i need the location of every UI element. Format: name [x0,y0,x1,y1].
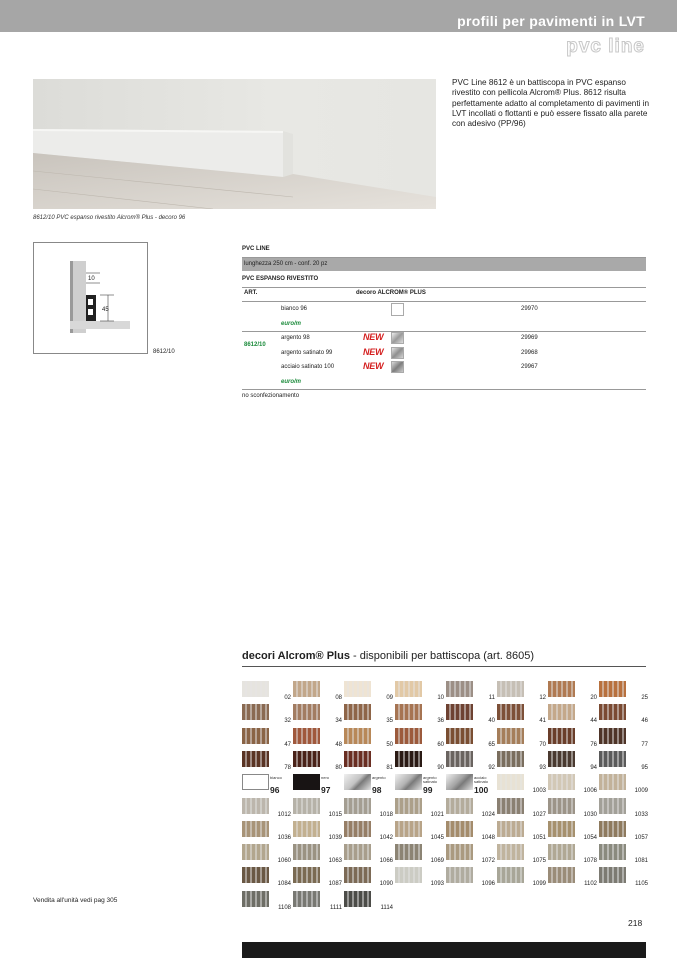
decor-chip [446,774,473,790]
decor-code: 46 [641,718,648,725]
table-subtitle: PVC ESPANSO RIVESTITO [242,276,319,282]
decor-swatch-20 [548,681,599,701]
decor-chip [446,867,473,883]
decor-chip [242,774,269,790]
decor-swatch-93 [497,751,548,771]
decor-swatch-65 [446,728,497,748]
new-badge: NEW [363,347,384,357]
new-badge: NEW [363,361,384,371]
decor-code: 1069 [430,858,444,865]
dim-height: 45 [102,307,109,313]
decor-grid [242,681,648,911]
decor-code: 11 [488,695,495,701]
decor-chip [242,681,269,697]
decor-swatch-1039 [293,821,344,841]
decor-chip [344,798,371,814]
decor-chip [242,728,269,744]
decor-chip [497,751,524,767]
decor-swatch-25 [599,681,650,701]
decor-swatch-81 [344,751,395,771]
decor-chip [548,867,575,883]
decor-code: 92 [488,764,495,771]
decor-code: 1039 [328,834,342,841]
decor-swatch-08 [293,681,344,701]
decor-name: argento 98 [281,335,310,341]
decor-chip [344,728,371,744]
decor-swatch-36 [395,704,446,724]
decor-swatch-1024 [446,798,497,818]
decor-swatch-41 [497,704,548,724]
decor-code: 10 [437,695,444,701]
decor-code: 29967 [521,364,538,370]
decor-swatch-11 [446,681,497,701]
decor-chip [395,821,422,837]
decor-code: 1030 [583,811,597,818]
decor-code: 34 [335,718,342,725]
decor-chip [242,867,269,883]
decor-chip [293,844,320,860]
decor-chip [548,681,575,697]
decor-code: 95 [641,764,648,771]
section-title: profili per pavimenti in LVT [457,13,645,29]
decor-chip [497,798,524,814]
decor-code: 1057 [634,834,648,841]
decor-code: 1021 [430,811,444,818]
decor-swatch-1093 [395,867,446,887]
decor-code: 1072 [481,858,495,865]
decor-chip [497,728,524,744]
decor-code: 29970 [521,306,538,312]
decor-code: 20 [590,695,597,701]
decor-chip [293,821,320,837]
decor-code: 47 [284,741,291,748]
decor-swatch-1006 [548,774,599,794]
decor-code: 1093 [430,881,444,888]
decor-swatch-1069 [395,844,446,864]
profile-drawing [34,243,147,353]
product-photo [33,79,436,209]
decor-swatch-48 [293,728,344,748]
decor-chip [395,844,422,860]
decor-code: 78 [284,764,291,771]
decor-code: 97 [321,785,331,796]
decor-chip [395,867,422,883]
decor-code: 1099 [532,881,546,888]
decor-code: 90 [437,764,444,771]
decor-swatch-1027 [497,798,548,818]
decor-label: argento [372,775,386,781]
decor-swatch-35 [344,704,395,724]
decor-swatch-34 [293,704,344,724]
decor-swatch-1114 [344,891,395,911]
decor-swatch-1081 [599,844,650,864]
decor-title-rest: - disponibili per battiscopa (art. 8605) [349,650,534,662]
decor-swatch-100 [446,774,497,794]
decor-chip [344,751,371,767]
decor-code: 1015 [328,811,342,818]
decor-chip [599,844,626,860]
dim-top: 10 [88,276,95,282]
decor-swatch-1111 [293,891,344,911]
decor-chip [599,728,626,744]
decor-code: 80 [335,764,342,771]
decor-chip [242,891,269,907]
col-art: ART. [244,290,258,296]
decor-code: 1105 [635,881,648,888]
decor-swatch-95 [599,751,650,771]
decor-chip [446,681,473,697]
divider [242,389,646,390]
decor-code: 1009 [634,788,648,795]
length-row [242,258,646,271]
decor-chip [395,728,422,744]
decor-chip [344,844,371,860]
decor-swatch-1009 [599,774,650,794]
decor-code: 70 [539,741,546,748]
decor-swatch-1075 [497,844,548,864]
decor-swatch-40 [446,704,497,724]
decor-swatch-1057 [599,821,650,841]
decor-code: 1048 [481,834,495,841]
decor-code: 1108 [278,904,291,911]
decor-code: 1033 [634,811,648,818]
decor-code: 81 [386,764,393,771]
decor-chip [548,821,575,837]
decor-code: 1012 [277,811,291,818]
decor-code: 02 [284,695,291,701]
decor-swatch-76 [548,728,599,748]
decor-code: 1111 [329,904,342,911]
decor-code: 48 [335,741,342,748]
decor-chip [446,728,473,744]
decor-swatch-1042 [344,821,395,841]
decor-swatch-1060 [242,844,293,864]
decor-chip [599,704,626,720]
decor-chip [293,867,320,883]
decor-swatch-77 [599,728,650,748]
decor-code: 1114 [380,904,393,911]
decor-divider [242,666,646,667]
decor-code: 12 [539,695,546,701]
decor-code: 41 [539,718,546,725]
decor-swatch-1063 [293,844,344,864]
decor-code: 36 [437,718,444,725]
decor-code: 1075 [532,858,546,865]
decor-label: nero [321,775,330,781]
decor-swatch-1051 [497,821,548,841]
decor-chip [293,704,320,720]
decor-chip [497,821,524,837]
decor-swatch-1003 [497,774,548,794]
product-photo-illustration [33,79,436,209]
decor-chip [497,867,524,883]
diagram-art-code: 8612/10 [153,349,175,355]
decor-swatch [391,332,404,344]
decor-swatch-1018 [344,798,395,818]
decor-code: 44 [590,718,597,725]
header-bar [0,0,677,32]
decor-swatch-1087 [293,867,344,887]
length-text: lunghezza 250 cm - conf. 20 pz [244,261,328,267]
decor-chip [395,681,422,697]
decor-label: acciaio satinato [474,775,489,785]
decor-swatch-1036 [242,821,293,841]
decor-code: 25 [641,695,648,701]
decor-code: 1066 [379,858,393,865]
decor-swatch-1045 [395,821,446,841]
decor-swatch [391,303,404,316]
col-decor: decoro ALCROM® PLUS [356,290,426,296]
decor-swatch-1084 [242,867,293,887]
decor-swatch-94 [548,751,599,771]
decor-code: 60 [437,741,444,748]
decor-code: 96 [270,785,280,796]
decor-swatch-12 [497,681,548,701]
decor-title [242,650,534,662]
decor-chip [293,751,320,767]
decor-code: 98 [372,785,382,796]
price-unit-label: euro/m [281,321,302,327]
decor-code: 1087 [328,881,342,888]
decor-chip [599,798,626,814]
decor-swatch-1012 [242,798,293,818]
decor-code: 93 [539,764,546,771]
decor-swatch-97 [293,774,344,794]
decor-code: 65 [488,741,495,748]
decor-code: 1045 [430,834,444,841]
decor-swatch-1105 [599,867,650,887]
decor-code: 29969 [521,335,538,341]
footer-note: Vendita all'unità vedi pag 305 [33,897,118,904]
decor-chip [242,798,269,814]
decor-chip [293,798,320,814]
decor-swatch-1054 [548,821,599,841]
decor-swatch-70 [497,728,548,748]
decor-code: 1084 [277,881,291,888]
decor-code: 1018 [379,811,393,818]
decor-swatch-1102 [548,867,599,887]
decor-swatch-09 [344,681,395,701]
decor-swatch-1033 [599,798,650,818]
decor-chip [395,751,422,767]
decor-chip [293,681,320,697]
decor-chip [599,774,626,790]
decor-chip [344,867,371,883]
decor-code: 76 [590,741,597,748]
decor-swatch-1090 [344,867,395,887]
decor-code: 1036 [277,834,291,841]
decor-chip [548,798,575,814]
decor-swatch-1078 [548,844,599,864]
decor-chip [548,774,575,790]
decor-swatch-1015 [293,798,344,818]
decor-swatch-99 [395,774,446,794]
decor-swatch-1048 [446,821,497,841]
decor-swatch [391,361,404,373]
decor-code: 1102 [584,881,597,888]
divider [242,301,646,302]
decor-chip [497,844,524,860]
decor-swatch-10 [395,681,446,701]
decor-name: acciaio satinato 100 [281,364,335,370]
decor-chip [395,704,422,720]
decor-chip [599,751,626,767]
profile-diagram [33,242,148,354]
decor-chip [599,867,626,883]
divider [242,331,646,332]
decor-code: 09 [386,695,393,701]
divider [242,287,646,288]
decor-chip [446,821,473,837]
decor-swatch-98 [344,774,395,794]
decor-code: 1063 [328,858,342,865]
decor-code: 100 [474,785,489,796]
product-description: PVC Line 8612 è un battiscopa in PVC espanso rivestito con pellicola Alcrom® Plus. 8612 risulta perfettamente adatto al completamento di pavimenti in LVT incollati o flottanti e può essere fissato alla parete con adesivo (PP/96) [452,78,650,129]
decor-swatch-1021 [395,798,446,818]
decor-swatch-96 [242,774,293,794]
decor-chip [446,751,473,767]
decor-code: 29968 [521,350,538,356]
decor-chip [548,751,575,767]
decor-code: 1081 [634,858,648,865]
decor-swatch-50 [344,728,395,748]
decor-swatch-1099 [497,867,548,887]
decor-code: 1006 [583,788,597,795]
decor-chip [242,821,269,837]
photo-caption: 8612/10 PVC espanso rivestito Alcrom® Plus - decoro 96 [33,215,186,221]
decor-chip [548,704,575,720]
art-code: 8612/10 [244,342,266,348]
decor-code: 08 [335,695,342,701]
decor-chip [548,728,575,744]
decor-chip [497,681,524,697]
decor-swatch-1072 [446,844,497,864]
decor-chip [599,821,626,837]
decor-chip [242,844,269,860]
decor-swatch-1096 [446,867,497,887]
price-unit-label: euro/m [281,379,302,385]
decor-code: 1060 [277,858,291,865]
decor-chip [599,681,626,697]
footer-bar [242,942,646,958]
decor-swatch-1066 [344,844,395,864]
decor-chip [497,704,524,720]
decor-code: 94 [590,764,597,771]
decor-code: 99 [423,785,433,796]
table-title: PVC LINE [242,246,270,252]
decor-code: 1027 [532,811,546,818]
page-number: 218 [628,918,643,928]
decor-swatch-1108 [242,891,293,911]
decor-chip [344,704,371,720]
decor-code: 1042 [379,834,393,841]
decor-swatch [391,347,404,359]
decor-code: 77 [641,741,648,748]
decor-code: 1054 [583,834,597,841]
decor-swatch-44 [548,704,599,724]
decor-swatch-92 [446,751,497,771]
decor-chip [446,844,473,860]
table-note: no sconfezionamento [242,393,300,399]
decor-chip [344,774,371,790]
decor-code: 35 [386,718,393,725]
decor-chip [395,798,422,814]
decor-chip [344,681,371,697]
decor-code: 32 [284,718,291,725]
decor-chip [446,704,473,720]
decor-name: argento satinato 99 [281,350,333,356]
decor-chip [293,891,320,907]
decor-swatch-60 [395,728,446,748]
decor-chip [293,728,320,744]
decor-chip [497,774,524,790]
decor-chip [293,774,320,790]
decor-code: 1051 [532,834,546,841]
decor-label: argento satinato [423,775,438,785]
decor-swatch-02 [242,681,293,701]
decor-chip [446,798,473,814]
decor-chip [242,704,269,720]
decor-chip [395,774,422,790]
decor-code: 40 [488,718,495,725]
decor-swatch-47 [242,728,293,748]
decor-code: 50 [386,741,393,748]
decor-swatch-1030 [548,798,599,818]
decor-label: bianco [270,775,282,781]
decor-chip [242,751,269,767]
decor-code: 1024 [481,811,495,818]
decor-title-bold: decori Alcrom® Plus [242,650,350,662]
decor-code: 1003 [532,788,546,795]
decor-name: bianco 96 [281,306,308,312]
section-subtitle: pvc line [566,36,645,57]
new-badge: NEW [363,332,384,342]
decor-chip [548,844,575,860]
decor-swatch-32 [242,704,293,724]
decor-code: 1090 [379,881,393,888]
decor-code: 1078 [583,858,597,865]
decor-chip [344,891,371,907]
decor-swatch-90 [395,751,446,771]
decor-chip [344,821,371,837]
decor-code: 1096 [481,881,495,888]
decor-swatch-46 [599,704,650,724]
decor-swatch-80 [293,751,344,771]
decor-swatch-78 [242,751,293,771]
